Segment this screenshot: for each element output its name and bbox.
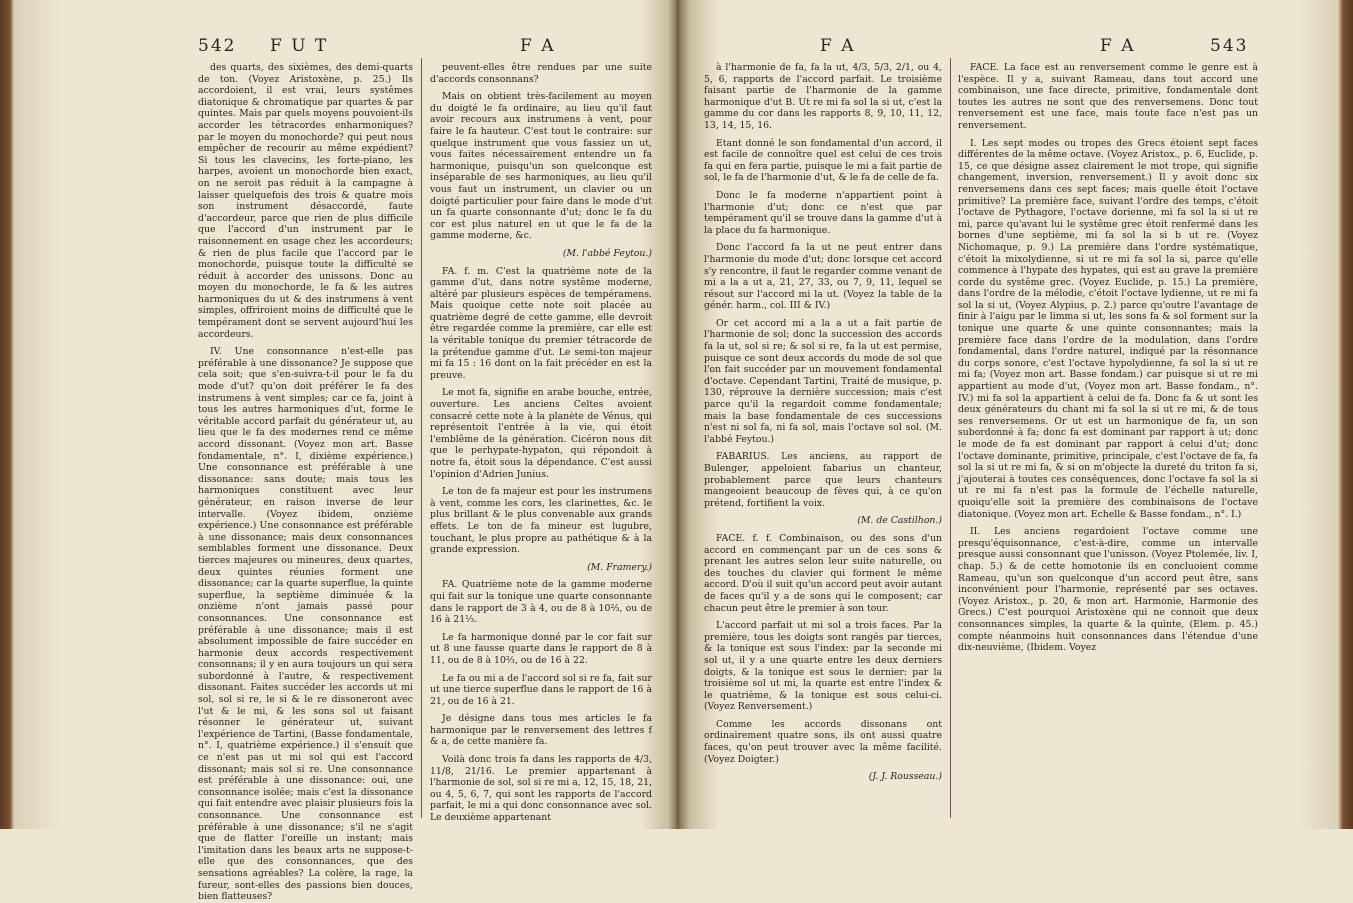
paragraph: FA. Quatrième note de la gamme moderne qui fait sur la tonique une quarte consonnante dans le rapport de 3 à 4, ou de 8 à 10⅔, ou de 16 à 21⅓. [430,579,652,626]
paragraph: FABARIUS. Les anciens, au rapport de Bulenger, appeloient fabarius un chanteur, probablement parce que leurs chanteurs mangeoient beaucoup de fèves qui, à ce qu'on prétend, fortifient la voix. [704,451,942,509]
paragraph: Le fa harmonique donné par le cor fait sur ut 8 une fausse quarte dans le rapport de 8 à 11, ou de 8 à 10⅔, ou de 16 à 22. [430,631,652,666]
paragraph: Mais on obtient très-facilement au moyen du doigté le fa ordinaire, au lieu qu'il faut avoir recours aux instrumens à vent, pour faire le fa hauteur. C'est tout le contraire: sur quelque instrument que vous fassiez un ut, vous faites nécessairement entendre un fa harmonique, puisqu'un son quelconque est inséparable de ses harmoniques, au lieu qu'il vous faut un instrument, un clavier ou un doigté particulier pour faire dans le mode d'ut un fa quarte consonnante d'ut; donc le fa du cor est plus naturel en ut que le fa de la gamme moderne, &c. [430,91,652,242]
running-head-right-b: F A [1100,36,1136,56]
running-head-left-b: F A [520,36,556,56]
left-page [190,0,660,903]
column-rule [421,58,422,818]
paragraph: Etant donné le son fondamental d'un accord, il est facile de connoître quel est celui de ces trois fa qui en fera partie, puisque le mi a fait partie de sol, le fa de l'harmonie d'ut, & le fa de celle de fa. [704,137,942,184]
paragraph: Or cet accord mi a la a ut a fait partie de l'harmonie de sol; donc la succession des accords fa la ut, sol si re; & sol si re, fa la ut est permise, puisque ce sont deux accords du mode de sol que l'on fait succéder par un mouvement fondamental d'octave. Cependant Tartini, Traité de musique, p. 130, réprouve la dernière succession; mais c'est parce qu'il la regardoit comme fondamentale; mais la base fondamentale de ces successions n'est ni sol fa, ni fa sol, mais l'octave sol sol. (M. l'abbé Feytou.) [704,317,942,445]
paragraph: (M. Framery.) [587,561,652,573]
paragraph: IV. Une consonnance n'est-elle pas préférable à une dissonance? Je suppose que cela soit; que s'en-suivra-t-il pour le fa du mode d'ut? qu'on doit préférer le fa des instrumens à vent simples; car ce fa, joint à tous les autres harmoniques d'ut, forme le véritable accord parfait du générateur ut, au lieu que le fa des modernes rend ce même accord dissonant. (Voyez mon art. Basse fondamentale, n°. I, dixième expérience.) Une consonnance est préférable à une dissonance: sans doute; mais tous les harmoniques constituent avec leur générateur, en raison inverse de leur intervalle. (Voyez ibidem, onzième expérience.) Une consonnance est préférable à une dissonance; mais deux consonnances semblables forment une dissonance. Deux tierces majeures ou mineures, deux quartes, deux quintes réunies forment une dissonance; car la quarte superflue, la quinte superflue, la septième diminuée & la onzième n'ont jamais passé pour consonnances. Une consonnance est préférable à une dissonance; mais il est absolument impossible de faire succéder en harmonie deux accords respectivement consonnans; il y en aura toujours un qui sera subordonné à l'autre, & respectivement dissonant. Faites succéder les accords ut mi sol, sol si re, le si & le re dissoneront avec l'ut & le mi, & les sons sol ut faisant résonner le générateur ut, suivant l'expérience de Tartini, (Basse fondamentale, n°. I, quatrième expérience.) il s'ensuit que ce n'est pas ut mi sol qui est l'accord dissonant; mais sol si re. Une consonnance est préférable à une dissonance: oui, une consonnance isolée; mais c'est la dissonance qui fait entendre avec plaisir plusieurs fois la consonnance. Une consonnance est préférable à une dissonance; s'il ne s'agit que de flatter l'oreille un instant; mais l'imitation dans les beaux arts ne suppose-t-elle que des consonnances, que des sensations agréables? La colère, la rage, la fureur, sont-elles des passions bien douces, bien flatteuses? [198,346,413,903]
paragraph: Comme les accords dissonans ont ordinairement quatre sons, ils ont aussi quatre faces, qu'on peut trouver avec la même facilité. (Voyez Doigter.) [704,718,942,765]
paragraph: Le ton de fa majeur est pour les instrumens à vent, comme les cors, les clarinettes, &c. le plus brillant & le plus convenable aux grands effets. Le ton de fa mineur est lugubre, touchant, le plus propre au pathétique & à la grande expression. [430,486,652,556]
column-rule [950,58,951,818]
page-number-right: 543 [1210,36,1249,56]
paragraph: peuvent-elles être rendues par une suite d'accords consonnans? [430,62,652,85]
paragraph: Voilà donc trois fa dans les rapports de 4/3, 11/8, 21/16. Le premier appartenant à l'harmonie de sol, sol si re mi a, 12, 15, 18, 21, ou 4, 5, 6, 7, qui sont les rapports de l'accord parfait, le mi a qui donc consonnance avec sol. Le deuxième appartenant [430,754,652,824]
paragraph: I. Les sept modes ou tropes des Grecs étoient sept faces différentes de la même octave. (Voyez Aristox., p. 6, Euclide, p. 15, ce que désigne assez clairement le mot trope, qui signifie changement, inversion, renversement.) Il y avoit donc six renversemens dans ces sept faces; mais quelle étoit l'octave primitive? La première face, suivant l'ordre des temps, c'étoit l'octave de Pythagore, l'octave dorienne, mi fa sol la si ut re mi, parce qu'avant lui le systême grec étoit renfermé dans les bornes d'une septième, mi fa sol la si b ut re. (Voyez Nichomaque, p. 9.) La première dans l'ordre systématique, c'étoit la mixolydienne, si ut re mi fa sol la si, parce qu'elle commence à l'hypate des hypates, qui est au grave la première corde du systême grec. (Voyez Euclide, p. 15.) La première, dans l'ordre de la mélodie, c'étoit l'octave lydienne, ut re mi fa sol la si ut, (Voyez Alypius, p. 2.) parce qu'outre l'avantage de finir à l'aigu par le limma si ut, les sons fa & sol forment sur la tonique une quarte & une quinte consonnantes; mais la première face dans l'ordre de la modulation, dans l'ordre fondamental, dans l'ordre naturel, indiqué par la résonnance du corps sonore, c'est l'octave hypolydienne, fa sol la si ut re mi fa; (Voyez mon art. Basse fondam.) car puisque si ut re mi appartient au mode d'ut, (Voyez mon art. Basse fondam., n°. IV.) mi fa sol la appartient à celui de fa. Donc fa & ut sont les deux générateurs du chant mi fa sol la si ut re mi, & de tous ses renversemens. Or ut est un harmonique de fa, un son subordonné à fa; donc fa est dominant par rapport à ut; donc le mode de fa est dominant par rapport à celui d'ut; donc l'octave dominante, primitive, principale, c'est l'octave de fa, fa sol la si ut re mi fa, & si on m'objecte la dureté du triton fa si, j'ajouterai à toutes ces conséquences, donc l'octave fa sol la si ut re mi fa n'est pas la formule de l'échelle naturelle, quoiqu'elle soit la première des combinaisons de l'octave diatonique. (Voyez mon art. Echelle & Basse fondam., n°. I.) [958,137,1258,520]
paragraph: Le fa ou mi a de l'accord sol si re fa, fait sur ut une tierce superflue dans le rapport de 16 à 21, ou de 16 à 21. [430,672,652,707]
left-column-2 [430,62,652,822]
paragraph: Le mot fa, signifie en arabe bouche, entrée, ouverture. Les anciens Celtes avoient consacré cette note à la planète de Vénus, qui représentoit l'entrée à la vie, qui étoit l'emblême de la génération. Cicéron nous dit que le perhypate-hypaton, qui répondoit à notre fa, étoit sous la dépendance. C'est aussi l'opinion d'Adrien Junius. [430,387,652,480]
paragraph: Donc le fa moderne n'appartient point à l'harmonie d'ut; donc ce n'est que par tempérament qu'il se trouve dans la gamme d'ut à la place du fa harmonique. [704,189,942,236]
page-number-left: 542 [198,36,237,56]
right-column-2 [958,62,1258,822]
running-head-right-a: F A [820,36,856,56]
paragraph: des quarts, des sixièmes, des demi-quarts de ton. (Voyez Aristoxène, p. 25.) Ils accordoient, il est vrai, leurs systêmes diatonique & chromatique par quartes & par quintes. Mais par quels moyens pouvoient-ils accorder les tétracordes enharmoniques? par le moyen du monochorde? qui peut nous empêcher de recourir au même expédient? Si tous les clavecins, les forte-piano, les harpes, avoient un monochorde bien exact, on ne seroit pas réduit à la campagne à laisser quelquefois des trois & quatre mois son instrument désaccordé, faute d'accordeur, parce que rien de plus difficile que l'accord d'un instrument par le raisonnement en usage chez les accordeurs; & rien de plus facile que l'accord par le monochorde, puisque toute la difficulté se réduit à accorder des unissons. Donc au moyen du monochorde, le fa & les autres harmoniques du ut & des instrumens à vent simples, offriroient moins de difficulté que le tempérament dont se servent aujourd'hui les accordeurs. [198,62,413,340]
left-column-1 [198,62,413,903]
right-page [700,0,1270,829]
paragraph: FACE. f. f. Combinaison, ou des sons d'un accord en commençant par un de ces sons & prenant les autres selon leur suite naturelle, ou des touches du clavier qui forment le même accord. D'où il suit qu'un accord peut avoir autant de faces qu'il y a de sons qui le composent; car chacun peut être le premier à son tour. [704,532,942,614]
paragraph: à l'harmonie de fa, fa la ut, 4/3, 5/3, 2/1, ou 4, 5, 6, rapports de l'accord parfait. Le troisième faisant partie de l'harmonie de la gamme harmonique d'ut B. Ut re mi fa sol la si ut, c'est la gamme du cor dans les rapports 8, 9, 10, 11, 12, 13, 14, 15, 16. [704,62,942,131]
paragraph: L'accord parfait ut mi sol a trois faces. Par la première, tous les doigts sont rangés par tierces, & la tonique est sous l'index: par la seconde mi sol ut, il y a une quarte entre les deux derniers doigts, & la tonique est sous le dernier: par la troisième sol ut mi, la quarte est entre l'index & le quatrième, & la tonique est sous celui-ci. (Voyez Renversement.) [704,620,942,713]
paragraph: FACE. La face est au renversement comme le genre est à l'espèce. Il y a, suivant Rameau, dans tout accord une combinaison, une face directe, primitive, fondamentale dont toutes les autres ne sont que des renversemens. Donc tout renversement est une face, mais toute face n'est pas un renversement. [958,62,1258,131]
right-column-1 [704,62,942,822]
paragraph: Je désigne dans tous mes articles le fa harmonique par le renversement des lettres f & a, de cette manière fa. [430,713,652,748]
paragraph: FA. f. m. C'est la quatrième note de la gamme d'ut, dans notre systême moderne, altéré par plusieurs espèces de tempéramens. Mais quoique cette note soit placée au quatrième degré de cette gamme, elle devroit être regardée comme la première, car elle est la véritable tonique du premier tétracorde de la prétendue gamme d'ut. Le semi-ton majeur mi fa 15 : 16 dont on la fait précéder en est la preuve. [430,265,652,381]
paragraph: (M. de Castilhon.) [857,515,942,527]
running-head-left-a: F U T [270,36,329,56]
paragraph: II. Les anciens regardoient l'octave comme une presqu'équisonnance, c'est-à-dire, comme un intervalle presque aussi consonnant que l'unisson. (Voyez Ptolemée, liv. I, chap. 5.) & de cette homotonie ils en concluoient comme Rameau, qu'un son quelconque d'un accord peut être, sans inconvénient pour l'harmonie, représenté par ses octaves. (Voyez Aristox., p. 20, & mon art. Harmonie, Harmonie des Grecs.) C'est pourquoi Aristoxène qui ne connoit que deux consonnances simples, la quarte & la quinte, (Elem. p. 45.) compte néanmoins huit consonnances dans l'étendue d'une dix-neuvième, (Ibidem. Voyez [958,526,1258,654]
paragraph: (J. J. Rousseau.) [868,771,942,783]
paragraph: Donc l'accord fa la ut ne peut entrer dans l'harmonie du mode d'ut; donc lorsque cet accord s'y rencontre, il faut le regarder comme venant de mi a la a ut a, 21, 27, 33, ou 7, 9, 11, lequel se résout sur l'accord mi la ut. (Voyez la table de la génér. harm., col. III & IV.) [704,242,942,312]
paragraph: (M. l'abbé Feytou.) [562,247,652,259]
